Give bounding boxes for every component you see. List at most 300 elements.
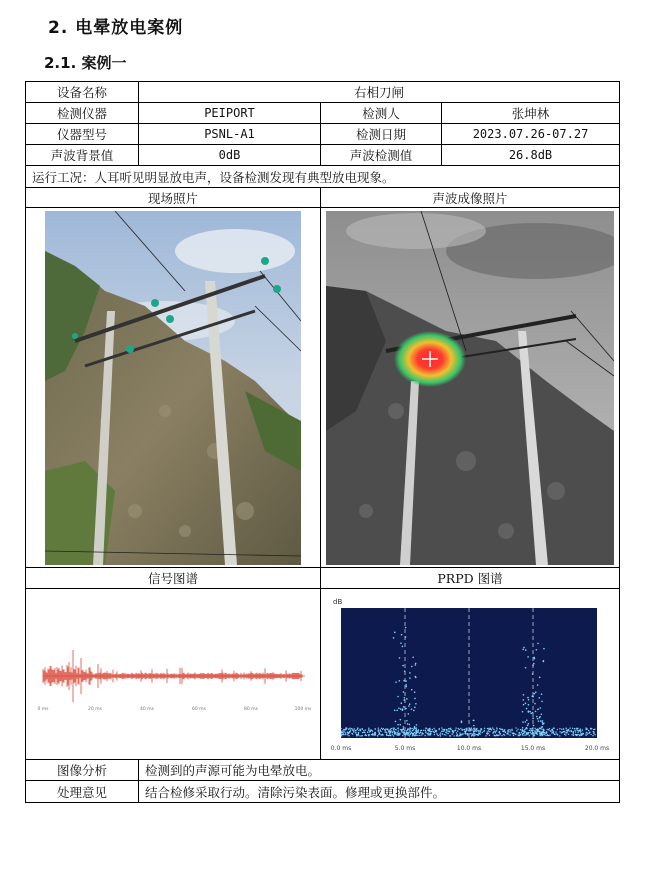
prpd-point [539, 717, 541, 719]
prpd-point [463, 729, 464, 730]
prpd-point [500, 729, 501, 730]
prpd-point [400, 642, 402, 644]
signal-x-tick: 20 ms [88, 707, 102, 712]
prpd-point [341, 732, 342, 733]
prpd-label: PRPD 图谱 [437, 571, 503, 586]
prpd-point [348, 735, 349, 736]
prpd-point [444, 729, 445, 730]
prpd-point [571, 734, 572, 735]
prpd-point [549, 728, 550, 729]
table-row [26, 103, 619, 124]
prpd-point [583, 733, 584, 734]
prpd-point [492, 727, 493, 728]
prpd-point [405, 680, 407, 682]
prpd-point [536, 716, 538, 718]
prpd-point [575, 731, 576, 732]
prpd-point [539, 732, 541, 734]
prpd-point [525, 667, 527, 669]
prpd-point [413, 733, 415, 735]
prpd-point [391, 728, 392, 729]
prpd-point [523, 699, 525, 701]
table-row [26, 166, 619, 188]
prpd-point [543, 729, 545, 731]
device-name-label: 设备名称 [26, 82, 139, 102]
prpd-point [564, 731, 565, 732]
table-row [26, 781, 619, 802]
prpd-point [530, 713, 532, 715]
prpd-point [524, 734, 525, 735]
prpd-point [483, 731, 484, 732]
prpd-point [495, 732, 496, 733]
prpd-point [571, 730, 572, 731]
prpd-point [450, 729, 451, 730]
prpd-point [368, 729, 369, 730]
prpd-point [425, 730, 426, 731]
prpd-point [461, 729, 463, 731]
prpd-point [534, 731, 536, 733]
prpd-point [531, 728, 532, 729]
prpd-point [490, 729, 491, 730]
prpd-point [521, 732, 522, 733]
prpd-point [509, 729, 510, 730]
prpd-point [401, 702, 403, 704]
prpd-point [502, 729, 503, 730]
prpd-point [368, 734, 369, 735]
prpd-point [462, 733, 464, 735]
prpd-point [399, 732, 401, 734]
prpd-point [515, 734, 516, 735]
prpd-point [403, 732, 405, 734]
prpd-point [357, 734, 358, 735]
prpd-point [359, 729, 360, 730]
prpd-point [537, 684, 539, 686]
prpd-point [458, 728, 459, 729]
prpd-point [407, 723, 409, 725]
prpd-point [476, 734, 477, 735]
background-label: 声波背景值 [26, 145, 139, 165]
prpd-point [444, 730, 445, 731]
prpd-point [559, 735, 560, 736]
prpd-point [481, 732, 482, 733]
prpd-point [542, 722, 544, 724]
prpd-point [396, 729, 397, 730]
prpd-point [548, 735, 549, 736]
prpd-point [399, 724, 401, 726]
prpd-point [352, 733, 353, 734]
prpd-point [509, 734, 510, 735]
prpd-point [421, 730, 422, 731]
prpd-point [479, 733, 480, 734]
prpd-point [385, 728, 386, 729]
prpd-point [441, 727, 442, 728]
prpd-point [405, 684, 407, 686]
acoustic-photo [326, 211, 614, 565]
prpd-point [406, 698, 408, 700]
prpd-point [523, 704, 525, 706]
prpd-point [590, 728, 591, 729]
prpd-point [537, 709, 539, 711]
prpd-point [567, 731, 568, 732]
prpd-point [575, 734, 576, 735]
prpd-point [534, 728, 535, 729]
prpd-point [402, 646, 404, 648]
prpd-point [427, 733, 428, 734]
prpd-point [406, 732, 408, 734]
prpd-x-tick: 5.0 ms [394, 745, 416, 752]
prpd-point [415, 664, 417, 666]
prpd-point [358, 730, 359, 731]
prpd-point [378, 728, 379, 729]
prpd-point [429, 729, 430, 730]
prpd-point [398, 707, 400, 709]
prpd-point [529, 735, 530, 736]
prpd-point [393, 729, 394, 730]
prpd-point [446, 729, 447, 730]
prpd-point [539, 677, 541, 679]
prpd-point [434, 734, 435, 735]
prpd-point [341, 735, 342, 736]
prpd-point [419, 733, 420, 734]
prpd-point [543, 648, 545, 650]
opinion-label: 处理意见 [26, 781, 139, 802]
table-row [26, 124, 619, 145]
prpd-point [550, 731, 551, 732]
prpd-point [354, 728, 355, 729]
analysis-label: 图像分析 [26, 760, 139, 780]
prpd-point [375, 732, 376, 733]
prpd-point [496, 727, 497, 728]
signal-x-tick: 0 ms [37, 707, 49, 712]
instrument-value: PEIPORT [139, 103, 321, 123]
prpd-point [594, 729, 595, 730]
prpd-point [564, 734, 565, 735]
prpd-point [478, 730, 479, 731]
prpd-point [528, 704, 530, 706]
prpd-point [508, 729, 509, 730]
prpd-point [382, 734, 383, 735]
prpd-point [534, 693, 536, 695]
prpd-point [428, 733, 429, 734]
prpd-point [355, 730, 356, 731]
prpd-point [454, 730, 455, 731]
prpd-point [411, 689, 413, 691]
prpd-point [474, 729, 475, 730]
prpd-point [516, 730, 517, 731]
inspector-value: 张坤林 [511, 106, 550, 121]
prpd-point [375, 728, 376, 729]
prpd-point [508, 733, 509, 734]
prpd-point [362, 732, 363, 733]
prpd-point [397, 696, 399, 698]
prpd-point [472, 730, 473, 731]
prpd-point [403, 699, 405, 701]
prpd-point [542, 720, 544, 722]
prpd-point [344, 732, 345, 733]
prpd-point [409, 735, 410, 736]
prpd-point [504, 734, 505, 735]
prpd-point [378, 734, 379, 735]
prpd-point [399, 680, 401, 682]
prpd-point [568, 729, 569, 730]
prpd-point [343, 729, 344, 730]
prpd-point [526, 719, 528, 721]
prpd-point [349, 727, 350, 728]
prpd-point [413, 710, 415, 712]
prpd-x-tick: 15.0 ms [520, 745, 546, 752]
prpd-point [440, 732, 441, 733]
prpd-point [455, 727, 456, 728]
prpd-point [393, 727, 394, 728]
prpd-point [474, 733, 476, 735]
table-row [26, 760, 619, 781]
inspection-table [25, 81, 620, 803]
prpd-point [432, 729, 433, 730]
prpd-point [439, 728, 440, 729]
prpd-point [388, 730, 389, 731]
prpd-point [532, 718, 534, 720]
prpd-point [397, 724, 399, 726]
prpd-point [415, 663, 417, 665]
prpd-point [473, 728, 474, 729]
prpd-point [425, 727, 426, 728]
prpd-point [480, 731, 481, 732]
prpd-point [347, 734, 348, 735]
prpd-point [414, 691, 416, 693]
prpd-point [574, 728, 575, 729]
prpd-point [548, 729, 549, 730]
prpd-point [405, 733, 407, 735]
prpd-point [532, 712, 534, 714]
prpd-point [353, 730, 354, 731]
signal-chart-cell [26, 589, 321, 759]
prpd-point [473, 731, 474, 732]
detect-label: 声波检测值 [321, 145, 442, 165]
prpd-point [444, 734, 445, 735]
prpd-point [415, 731, 417, 733]
prpd-point [537, 729, 538, 730]
prpd-point [371, 729, 372, 730]
prpd-point [525, 702, 527, 704]
prpd-point [488, 730, 489, 731]
prpd-x-tick: 0.0 ms [330, 745, 352, 752]
prpd-point [402, 709, 404, 711]
prpd-point [403, 691, 405, 693]
prpd-point [559, 731, 560, 732]
prpd-point [373, 733, 374, 734]
prpd-point [372, 733, 373, 734]
prpd-point [487, 728, 488, 729]
prpd-point [344, 729, 345, 730]
prpd-point [390, 729, 391, 730]
prpd-point [525, 721, 527, 723]
prpd-point [531, 730, 533, 732]
prpd-x-tick: 10.0 ms [456, 745, 482, 752]
prpd-point [481, 729, 482, 730]
prpd-point [532, 732, 534, 734]
prpd-point [527, 656, 529, 658]
prpd-point [521, 730, 522, 731]
prpd-point [501, 735, 502, 736]
prpd-point [532, 696, 534, 698]
prpd-point [529, 711, 531, 713]
prpd-point [565, 734, 566, 735]
prpd-point [342, 732, 343, 733]
prpd-ylabel: dB [333, 598, 343, 606]
prpd-point [543, 661, 545, 663]
prpd-point [418, 729, 419, 730]
prpd-point [497, 735, 498, 736]
prpd-point [469, 733, 470, 734]
acoustic-photo-cell [321, 208, 619, 567]
prpd-chart-cell [321, 589, 619, 759]
prpd-point [405, 636, 407, 638]
prpd-point [473, 720, 475, 722]
prpd-point [365, 734, 366, 735]
prpd-point [592, 731, 593, 732]
prpd-chart [325, 592, 615, 756]
prpd-point [452, 730, 453, 731]
prpd-point [539, 697, 541, 699]
prpd-point [352, 729, 353, 730]
prpd-point [530, 728, 531, 729]
prpd-point [538, 720, 540, 722]
prpd-point [388, 735, 389, 736]
prpd-point [421, 732, 422, 733]
prpd-point [590, 734, 591, 735]
prpd-point [416, 724, 418, 726]
prpd-point [442, 733, 443, 734]
prpd-point [454, 735, 455, 736]
prpd-point [417, 731, 418, 732]
prpd-point [359, 735, 360, 736]
signal-waveform-chart [33, 634, 313, 714]
model-label: 仪器型号 [26, 124, 139, 144]
prpd-point [537, 643, 539, 645]
prpd-point [416, 727, 417, 728]
prpd-point [360, 730, 361, 731]
prpd-point [415, 676, 417, 678]
signal-label: 信号图谱 [26, 568, 321, 588]
signal-x-tick: 100 ms [294, 707, 312, 712]
prpd-point [442, 729, 443, 730]
prpd-point [433, 731, 434, 732]
prpd-point [404, 697, 406, 699]
prpd-point [505, 732, 506, 733]
prpd-point [555, 731, 556, 732]
prpd-point [532, 673, 534, 675]
prpd-point [414, 707, 416, 709]
prpd-point [364, 732, 365, 733]
prpd-point [406, 720, 408, 722]
subsection-title: 2.1. 案例一 [44, 54, 127, 72]
prpd-point [588, 730, 589, 731]
prpd-point [569, 727, 570, 728]
site-photo-cell [26, 208, 321, 567]
prpd-point [344, 734, 345, 735]
prpd-point [393, 637, 395, 639]
prpd-point [534, 703, 536, 705]
prpd-point [405, 708, 407, 710]
prpd-point [397, 733, 399, 735]
prpd-point [467, 733, 469, 735]
prpd-point [588, 733, 589, 734]
prpd-point [414, 726, 416, 728]
prpd-point [466, 729, 467, 730]
prpd-point [460, 728, 461, 729]
prpd-point [341, 734, 342, 735]
prpd-point [585, 732, 586, 733]
prpd-point [414, 735, 415, 736]
table-row [26, 188, 619, 208]
prpd-point [512, 733, 513, 734]
prpd-point [517, 729, 518, 730]
prpd-point [350, 730, 351, 731]
prpd-point [573, 732, 574, 733]
prpd-point [540, 720, 542, 722]
prpd-point [361, 735, 362, 736]
prpd-point [465, 730, 466, 731]
prpd-point [532, 665, 534, 667]
prpd-point [535, 691, 537, 693]
prpd-point [522, 649, 524, 651]
prpd-point [404, 670, 406, 672]
prpd-point [403, 706, 405, 708]
prpd-point [520, 729, 521, 730]
prpd-point [411, 666, 413, 668]
prpd-point [381, 734, 382, 735]
prpd-point [456, 735, 457, 736]
prpd-point [546, 731, 547, 732]
prpd-point [484, 730, 485, 731]
prpd-point [409, 677, 411, 679]
prpd-point [394, 632, 396, 634]
prpd-point [576, 730, 577, 731]
prpd-point [544, 733, 545, 734]
prpd-point [487, 733, 488, 734]
prpd-point [367, 732, 368, 733]
prpd-point [406, 686, 408, 688]
prpd-point [403, 680, 405, 682]
prpd-point [528, 732, 529, 733]
prpd-point [586, 728, 587, 729]
prpd-point [394, 710, 396, 712]
prpd-point [459, 732, 460, 733]
prpd-point [538, 729, 539, 730]
prpd-point [527, 733, 529, 735]
prpd-point [433, 728, 434, 729]
prpd-point [539, 728, 540, 729]
prpd-point [503, 731, 504, 732]
prpd-point [535, 711, 537, 713]
prpd-point [526, 708, 528, 710]
prpd-point [442, 731, 443, 732]
prpd-point [405, 627, 407, 629]
model-value: PSNL-A1 [139, 124, 321, 144]
prpd-point [557, 729, 558, 730]
analysis-value: 检测到的声源可能为电晕放电。 [145, 763, 321, 778]
prpd-point [520, 734, 521, 735]
prpd-point [493, 734, 494, 735]
prpd-point [528, 710, 530, 712]
prpd-point [536, 732, 538, 734]
prpd-point [533, 657, 535, 659]
prpd-point [470, 730, 472, 732]
prpd-point [414, 698, 416, 700]
prpd-point [415, 733, 417, 735]
prpd-point [357, 727, 358, 728]
prpd-point [511, 729, 512, 730]
prpd-point [529, 730, 530, 731]
